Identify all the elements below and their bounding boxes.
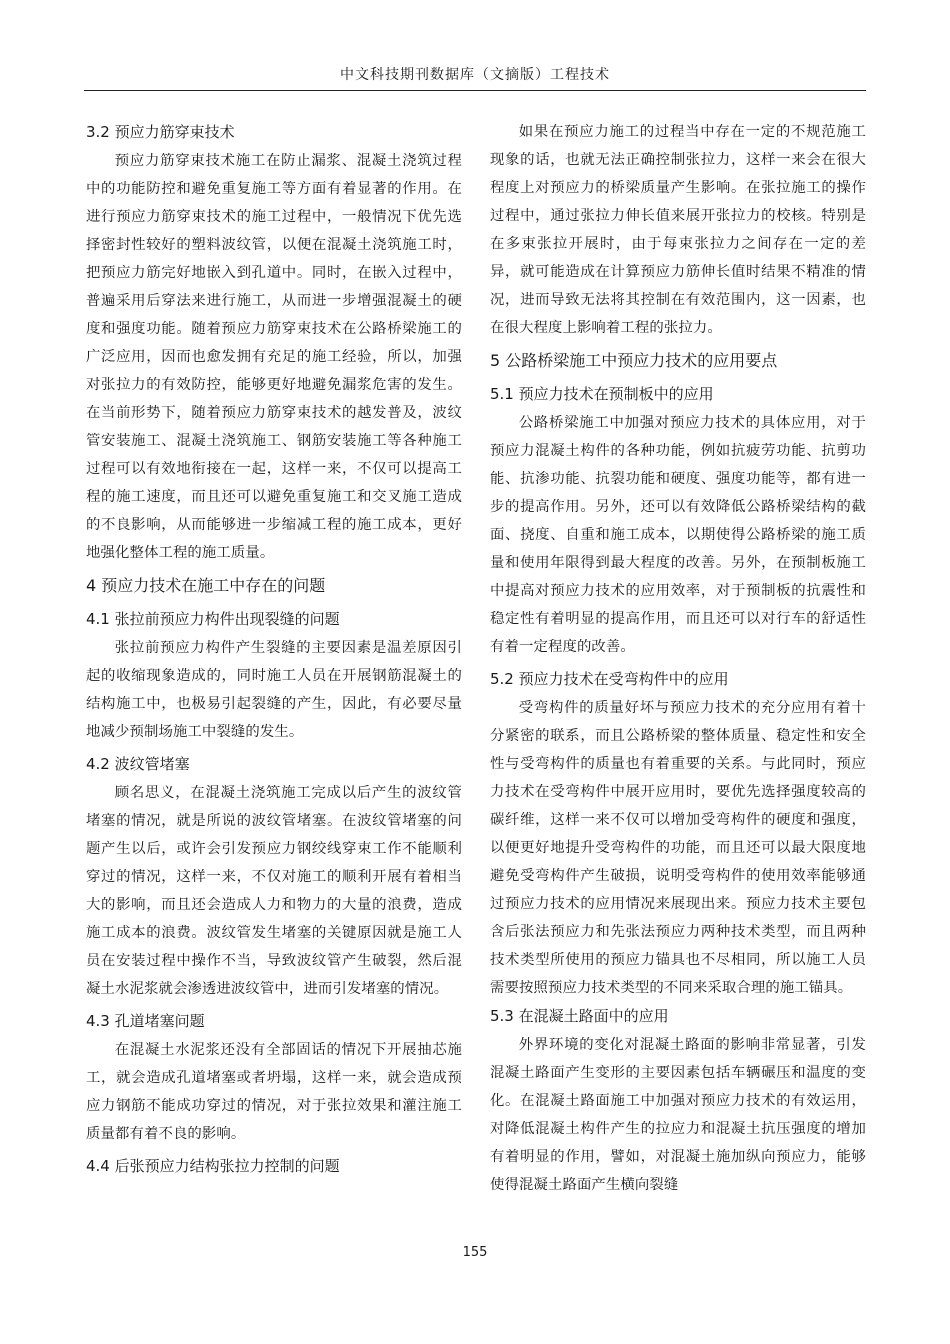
right-column — [490, 118, 866, 1199]
section-5-3-heading: 5.3 在混凝土路面中的应用 — [490, 1007, 669, 1025]
journal-header: 中文科技期刊数据库（文摘版）工程技术 — [340, 67, 610, 83]
section-4-4-heading: 4.4 后张预应力结构张拉力控制的问题 — [86, 1157, 340, 1175]
section-5-1-heading: 5.1 预应力技术在预制板中的应用 — [490, 385, 714, 403]
section-4-1-heading: 4.1 张拉前预应力构件出现裂缝的问题 — [86, 610, 340, 628]
section-4-2-heading: 4.2 波纹管堵塞 — [86, 755, 190, 773]
section-4-3-text: 在混凝土水泥浆还没有全部固话的情况下开展抽芯施工，就会造成孔道堵塞或者坍塌，这样一来，就会造成预应力钢筋不能成功穿过的情况，对于张拉效果和灌注施工质量都有着不良的影响。 — [86, 1042, 462, 1142]
page-number: 155 — [462, 1245, 488, 1260]
section-3-2-heading: 3.2 预应力筋穿束技术 — [86, 123, 235, 141]
header-rule — [84, 90, 866, 91]
left-column — [86, 118, 462, 1181]
section-5-1-text: 公路桥梁施工中加强对预应力技术的具体应用，对于预应力混凝土构件的各种功能，例如抗疲劳功能、抗剪功能、抗渗功能、抗裂功能和硬度、强度功能等，都有进一步的提高作用。另外，还可以有效降低公路桥梁结构的截面、挠度、自重和施工成本，以期使得公路桥梁的施工质量和使用年限得到最大程度的改善。另外，在预制板施工中提高对预应力技术的应用效率，对于预制板的抗震性和稳定性有着明显的提高作用，而且还可以对行车的舒适性有着一定程度的改善。 — [490, 415, 866, 655]
section-4-3-heading: 4.3 孔道堵塞问题 — [86, 1012, 205, 1030]
section-5-heading: 5 公路桥梁施工中预应力技术的应用要点 — [490, 351, 778, 370]
section-4-heading: 4 预应力技术在施工中存在的问题 — [86, 576, 326, 595]
section-3-2-text: 预应力筋穿束技术施工在防止漏浆、混凝土浇筑过程中的功能防控和避免重复施工等方面有着显著的作用。在进行预应力筋穿束技术的施工过程中，一般情况下优先选择密封性较好的塑料波纹管，以便在混凝土浇筑施工时，把预应力筋完好地嵌入到孔道中。同时，在嵌入过程中，普遍采用后穿法来进行施工，从而进一步增强混凝土的硬度和强度功能。随着预应力筋穿束技术在公路桥梁施工的广泛应用，因而也愈发拥有充足的施工经验，所以，加强对张拉力的有效防控，能够更好地避免漏浆危害的发生。在当前形势下，随着预应力筋穿束技术的越发普及，波纹管安装施工、混凝土浇筑施工、钢筋安装施工等各种施工过程可以有效地衔接在一起，这样一来，不仅可以提高工程的施工速度，而且还可以避免重复施工和交叉施工造成的不良影响，从而能够进一步缩减工程的施工成本，更好地强化整体工程的施工质量。 — [86, 153, 462, 561]
section-4-4-text: 如果在预应力施工的过程当中存在一定的不规范施工现象的话，也就无法正确控制张拉力，这样一来会在很大程度上对预应力的桥梁质量产生影响。在张拉施工的操作过程中，通过张拉力伸长值来展开张拉力的校核。特别是在多束张拉开展时，由于每束张拉力之间存在一定的差异，就可能造成在计算预应力筋伸长值时结果不精准的情况，进而导致无法将其控制在有效范围内，这一因素，也在很大程度上影响着工程的张拉力。 — [490, 124, 866, 336]
section-4-2-text: 顾名思义，在混凝土浇筑施工完成以后产生的波纹管堵塞的情况，就是所说的波纹管堵塞。在波纹管堵塞的问题产生以后，或许会引发预应力钢绞线穿束工作不能顺利穿过的情况，这样一来，不仅对施工的顺利开展有着相当大的影响，而且还会造成人力和物力的大量的浪费，造成施工成本的浪费。波纹管发生堵塞的关键原因就是施工人员在安装过程中操作不当，导致波纹管产生破裂，然后混凝土水泥浆就会渗透进波纹管中，进而引发堵塞的情况。 — [86, 785, 462, 997]
section-5-2-heading: 5.2 预应力技术在受弯构件中的应用 — [490, 670, 729, 688]
section-5-2-text: 受弯构件的质量好坏与预应力技术的充分应用有着十分紧密的联系，而且公路桥梁的整体质量、稳定性和安全性与受弯构件的质量也有着重要的关系。与此同时，预应力技术在受弯构件中展开应用时，要优先选择强度较高的碳纤维，这样一来不仅可以增加受弯构件的硬度和强度，以便更好地提升受弯构件的功能，而且还可以最大限度地避免受弯构件产生破损，说明受弯构件的使用效率能够通过预应力技术的应用情况来展现出来。预应力技术主要包含后张法预应力和先张法预应力两种技术类型，而且两种技术类型所使用的预应力锚具也不尽相同，所以施工人员需要按照预应力技术类型的不同来采取合理的施工锚具。 — [490, 700, 866, 996]
section-4-1-text: 张拉前预应力构件产生裂缝的主要因素是温差原因引起的收缩现象造成的，同时施工人员在开展钢筋混凝土的结构施工中，也极易引起裂缝的产生，因此，有必要尽量地减少预制场施工中裂缝的发生。 — [86, 640, 462, 740]
section-5-3-text: 外界环境的变化对混凝土路面的影响非常显著，引发混凝土路面产生变形的主要因素包括车辆碾压和温度的变化。在混凝土路面施工中加强对预应力技术的有效运用，对降低混凝土构件产生的拉应力和混凝土抗压强度的增加有着明显的作用，譬如，对混凝土施加纵向预应力，能够使得混凝土路面产生横向裂缝 — [490, 1037, 866, 1193]
